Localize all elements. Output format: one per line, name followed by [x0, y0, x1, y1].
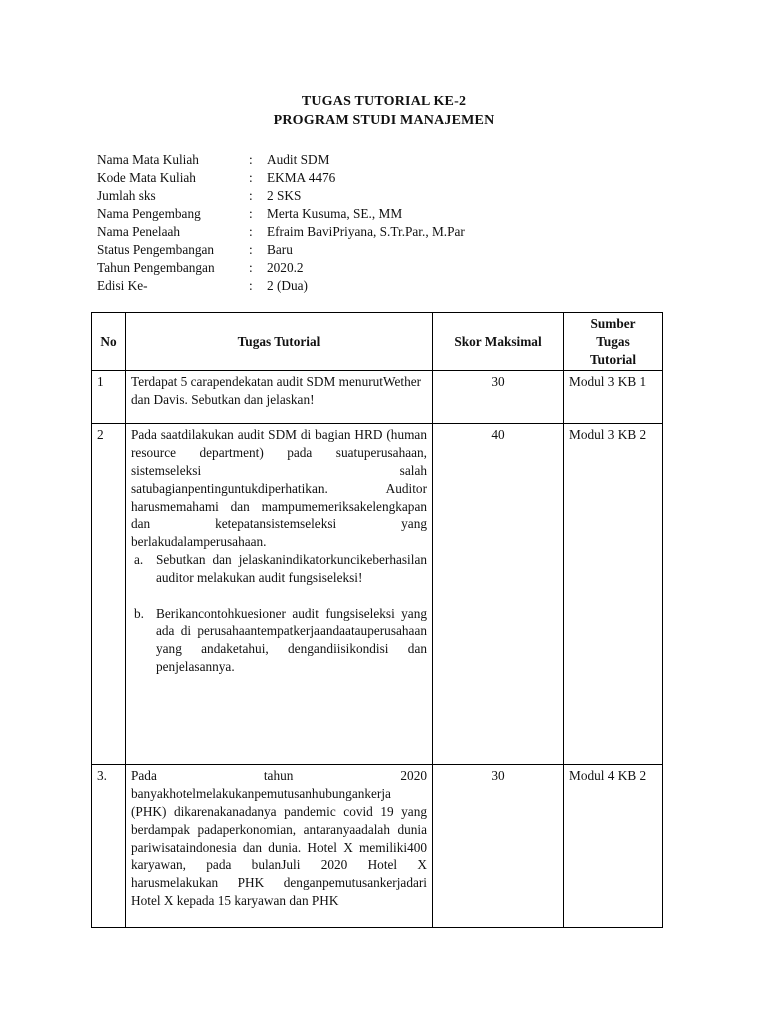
row-task: Pada tahun 2020 banyakhotelmelakukanpemutusanhubungankerja (PHK) dikarenakanadanya pandemic covid 19 yang berdampak padaperkonomian, antaranyaadalah dunia pariwisataindonesia dan dunia. Hotel X memiliki400 karyawan, pada bulanJuli 2020 Hotel X harusmelakukan PHK denganpemutusankerjadari Hotel X kepada 15 karyawan dan PHK: [126, 765, 433, 928]
meta-label: Jumlah sks: [97, 188, 156, 203]
row-task-cell: [126, 424, 433, 765]
row-task: Pada saatdilakukan audit SDM di bagian HRD (human resource department) pada suatuperusahaan, sistemseleksi salah satubagianpentinguntukdiperhatikan. Auditor harusmemahami dan mampumemeriksakelengkapan dan ketepatansistemseleksi yang berlakudalamperusahaan.: [131, 427, 427, 550]
row-number: 1: [92, 371, 126, 424]
table-header-row: [92, 313, 663, 371]
meta-value: Efraim BaviPriyana, S.Tr.Par., M.Par: [267, 224, 465, 239]
meta-colon: :: [249, 170, 253, 185]
header-task: Tugas Tutorial: [126, 313, 433, 371]
list-marker: a.: [134, 551, 144, 567]
sub-question-a: [131, 551, 427, 587]
meta-label: Edisi Ke-: [97, 278, 148, 293]
row-source: Modul 3 KB 1: [564, 371, 663, 424]
header-score: Skor Maksimal: [433, 313, 564, 371]
meta-label: Nama Penelaah: [97, 224, 181, 239]
meta-value: Baru: [267, 242, 293, 257]
document-title: TUGAS TUTORIAL KE-2: [301, 94, 467, 109]
sub-question-text: Berikancontohkuesioner audit fungsiseleksi yang ada di perusahaantempatkerjaandaatauperusahaan yang andaketahui, dengandiisikondisi dan penjelasannya.: [156, 605, 427, 674]
tutorial-table: [91, 312, 663, 928]
header-source: Sumber Tugas Tutorial: [564, 313, 663, 371]
meta-value: 2 (Dua): [267, 278, 308, 293]
row-number: 3.: [92, 765, 126, 928]
sub-question-text: Sebutkan dan jelaskanindikatorkuncikeberhasilan auditor melakukan audit fungsiseleksi!: [156, 551, 427, 585]
header-no: No: [92, 313, 126, 371]
row-task: Terdapat 5 carapendekatan audit SDM menurutWether dan Davis. Sebutkan dan jelaskan!: [126, 371, 433, 424]
meta-label: Nama Pengembang: [97, 206, 201, 221]
meta-value: EKMA 4476: [267, 170, 336, 185]
meta-colon: :: [249, 260, 253, 275]
table-row: [92, 371, 663, 424]
meta-value: Merta Kusuma, SE., MM: [267, 206, 403, 221]
row-source: Modul 4 KB 2: [564, 765, 663, 928]
meta-colon: :: [249, 278, 253, 293]
meta-value: 2 SKS: [267, 188, 302, 203]
meta-label: Status Pengembangan: [97, 242, 215, 257]
sub-question-b: [131, 605, 427, 676]
table-row: [92, 765, 663, 928]
meta-colon: :: [249, 152, 253, 167]
meta-value: 2020.2: [267, 260, 304, 275]
row-score: 40: [433, 424, 564, 765]
row-source: Modul 3 KB 2: [564, 424, 663, 765]
meta-value: Audit SDM: [267, 152, 330, 167]
meta-colon: :: [249, 242, 253, 257]
meta-label: Nama Mata Kuliah: [97, 152, 199, 167]
meta-colon: :: [249, 188, 253, 203]
meta-label: Tahun Pengembangan: [97, 260, 215, 275]
meta-colon: :: [249, 206, 253, 221]
row-score: 30: [433, 371, 564, 424]
row-score: 30: [433, 765, 564, 928]
meta-label: Kode Mata Kuliah: [97, 170, 196, 185]
table-row: [92, 424, 663, 765]
meta-colon: :: [249, 224, 253, 239]
list-marker: b.: [134, 605, 144, 621]
document-subtitle: PROGRAM STUDI MANAJEMEN: [273, 113, 495, 128]
row-number: 2: [92, 424, 126, 765]
